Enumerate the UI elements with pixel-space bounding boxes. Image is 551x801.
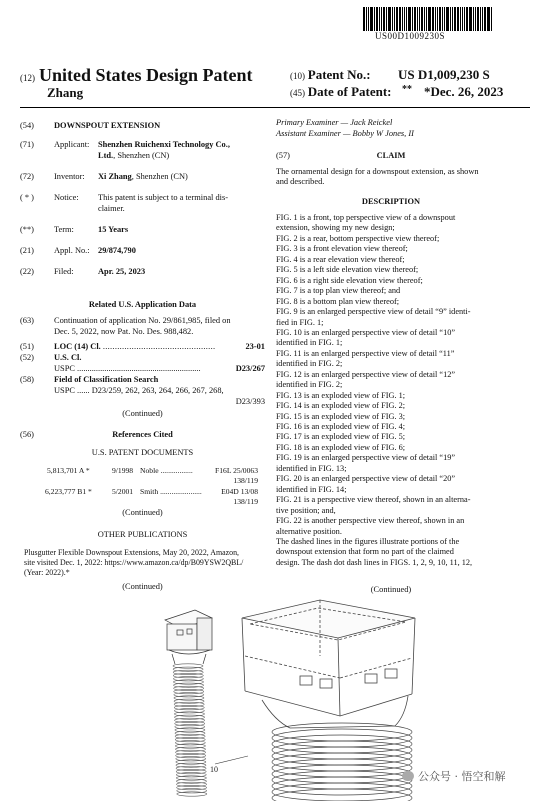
description-line: extension, showing my new design; <box>276 223 395 233</box>
barcode-bar <box>396 7 398 31</box>
field-71-line2: Ltd., Shenzhen (CN) <box>98 151 170 160</box>
barcode-bar <box>437 7 438 31</box>
description-line: FIG. 18 is an exploded view of FIG. 6; <box>276 442 406 452</box>
barcode-bar <box>368 7 369 31</box>
description-line: FIG. 1 is a front, top perspective view of a downspout <box>276 213 456 222</box>
description-line: alternative position. <box>276 526 342 536</box>
description-line: FIG. 13 is an exploded view of FIG. 1; <box>276 390 406 400</box>
other-pub-line2: site visited Dec. 1, 2022: https://www.amazon.ca/dp/B09YSW2QBL/ <box>24 558 244 567</box>
barcode-bar <box>473 7 474 31</box>
bellows-left <box>173 664 207 796</box>
description-line: FIG. 14 is an exploded view of FIG. 2; <box>276 401 406 411</box>
barcode-bar <box>402 7 403 31</box>
field-72: (72) Inventor: Xi Zhang, Shenzhen (CN) <box>20 172 188 181</box>
barcode <box>363 7 503 31</box>
field-71: (71) Applicant: Shenzhen Ruichenxi Technology Co., <box>20 140 230 149</box>
ref-2-name: Smith ...................... <box>140 487 202 496</box>
barcode-number: US00D1009230S <box>375 31 446 41</box>
date-marker: ** <box>402 84 412 95</box>
wechat-icon <box>402 771 414 781</box>
barcode-bar <box>480 7 481 31</box>
barcode-bar <box>446 7 449 31</box>
barcode-bar <box>421 7 423 31</box>
field-notice: ( * ) Notice: This patent is subject to a terminal dis- <box>20 193 229 202</box>
description-line: FIG. 21 is a perspective view thereof, shown in an alterna- <box>276 495 471 505</box>
barcode-bar <box>452 7 453 31</box>
claim-text-2: and described. <box>276 177 325 186</box>
field-notice-line2: claimer. <box>98 204 125 213</box>
field-58-line1: USPC ...... D23/259, 262, 263, 264, 266, 267, 268, <box>54 386 224 395</box>
field-22: (22) Filed: Apr. 25, 2023 <box>20 267 146 276</box>
barcode-bar <box>363 7 365 31</box>
description-line: fied in FIG. 1; <box>276 317 324 327</box>
barcode-bar <box>435 7 436 31</box>
ref-1-num: 5,813,701 A * <box>47 466 90 475</box>
patent-number-line: (10) Patent No.: US D1,009,230 S <box>290 67 490 82</box>
barcode-bar <box>424 7 425 31</box>
description-line: design. The dash dot dash lines in FIGS. 1, 2, 9, 10, 11, 12, <box>276 557 473 567</box>
bellows-ring <box>272 741 412 759</box>
description-line: FIG. 10 is an enlarged perspective view of detail “10” <box>276 327 456 337</box>
field-term: (**) Term: 15 Years <box>20 225 129 234</box>
ref-label-10: 10 <box>210 765 218 774</box>
description-line: FIG. 11 is an enlarged perspective view of detail “11” <box>276 348 455 358</box>
barcode-bar <box>450 7 451 31</box>
barcode-bar <box>374 7 375 31</box>
bellows-ring <box>272 753 412 771</box>
header-divider <box>20 107 530 108</box>
ref-1-name: Noble ................. <box>140 466 193 475</box>
barcode-bar <box>460 7 461 31</box>
description-line: tive position; and, <box>276 505 336 515</box>
date-label: Date of Patent: <box>307 84 392 99</box>
field-54: (54) DOWNSPOUT EXTENSION <box>20 121 161 130</box>
barcode-bar <box>414 7 416 31</box>
description-line: FIG. 2 is a rear, bottom perspective view thereof; <box>276 233 440 243</box>
other-publications-title: OTHER PUBLICATIONS <box>97 530 188 539</box>
ref-1-class2: 138/119 <box>233 476 258 485</box>
description-line: FIG. 8 is a bottom plan view thereof; <box>276 296 400 306</box>
bellows-ring <box>272 759 412 777</box>
barcode-bar <box>464 7 465 31</box>
bellows-ring <box>272 777 412 795</box>
field-21: (21) Appl. No.: 29/874,790 <box>20 246 136 255</box>
barcode-bar <box>466 7 468 31</box>
description-line: FIG. 5 is a left side elevation view thereof; <box>276 265 419 275</box>
bellows-ring <box>272 747 412 765</box>
patent-number: US D1,009,230 S <box>398 67 490 82</box>
barcode-bar <box>444 7 445 31</box>
barcode-bar <box>419 7 420 31</box>
watermark: 公众号 · 悟空和解 <box>402 768 506 784</box>
patent-title: (12) United States Design Patent <box>20 65 253 85</box>
barcode-bar <box>379 7 380 31</box>
claim-text-1: The ornamental design for a downspout extension, as shown <box>276 167 479 176</box>
description-line: FIG. 4 is a rear elevation view thereof; <box>276 254 405 264</box>
barcode-bar <box>482 7 483 31</box>
barcode-bar <box>386 7 387 31</box>
barcode-bar <box>475 7 476 31</box>
field-58: (58) Field of Classification Search <box>20 375 159 384</box>
barcode-bar <box>487 7 490 31</box>
barcode-bar <box>388 7 391 31</box>
barcode-bar <box>381 7 382 31</box>
ref-leader-line <box>215 756 248 764</box>
barcode-bar <box>462 7 463 31</box>
barcode-bar <box>399 7 401 31</box>
barcode-bar <box>469 7 472 31</box>
downspout-left-figure <box>165 610 212 664</box>
bellows-ring <box>272 765 412 783</box>
barcode-bar <box>394 7 395 31</box>
barcode-bar <box>428 7 431 31</box>
ref-2-date: 5/2001 <box>112 487 134 496</box>
assistant-examiner: Assistant Examiner — Bobby W Jones, II <box>276 129 414 138</box>
barcode-bar <box>426 7 427 31</box>
barcode-bar <box>408 7 411 31</box>
us-patent-docs-title: U.S. PATENT DOCUMENTS <box>91 448 194 457</box>
description-line: FIG. 22 is another perspective view thereof, shown in an <box>276 516 465 526</box>
barcode-bar <box>457 7 459 31</box>
related-app-title: Related U.S. Application Data <box>88 300 197 309</box>
description-title: DESCRIPTION <box>361 197 421 206</box>
barcode-bar <box>404 7 405 31</box>
description-line: FIG. 3 is a front elevation view thereof; <box>276 244 408 254</box>
description-line: FIG. 9 is an enlarged perspective view of detail “9” identi- <box>276 307 471 317</box>
field-52: (52) U.S. Cl. <box>20 353 82 362</box>
ref-2-class2: 138/119 <box>233 497 258 506</box>
bellows-ring <box>177 792 207 796</box>
bellows-ring <box>272 729 412 747</box>
field-51: (51) LOC (14) Cl. ............................................... 23-01 <box>20 342 265 351</box>
barcode-bar <box>442 7 443 31</box>
date-line: (45) Date of Patent: ** *Dec. 26, 2023 <box>290 84 504 99</box>
field-63-line2: Dec. 5, 2022, now Pat. No. Des. 988,482. <box>54 327 194 336</box>
barcode-bar <box>406 7 407 31</box>
primary-examiner: Primary Examiner — Jack Reickel <box>276 118 393 127</box>
ref-2-class: E04D 13/08 <box>221 487 258 496</box>
description-line: identified in FIG. 1; <box>276 338 343 348</box>
continued-right: (Continued) <box>370 585 412 594</box>
description-line: identified in FIG. 13; <box>276 463 347 473</box>
barcode-bar <box>383 7 385 31</box>
field-58-line2: D23/393 <box>235 397 265 406</box>
barcode-bar <box>484 7 486 31</box>
description-line: identified in FIG. 2; <box>276 359 343 369</box>
ref-2-num: 6,223,777 B1 * <box>45 487 92 496</box>
description-line: FIG. 17 is an exploded view of FIG. 5; <box>276 432 406 442</box>
description-line: FIG. 15 is an exploded view of FIG. 3; <box>276 411 406 421</box>
patent-no-label: Patent No.: <box>307 67 371 82</box>
barcode-bar <box>376 7 378 31</box>
bellows-ring <box>272 783 412 801</box>
ref-1-date: 9/1998 <box>112 466 134 475</box>
field-52-uspc: USPC ........................................................... D23/267 <box>54 364 265 373</box>
description-line: FIG. 20 is an enlarged perspective view of detail “20” <box>276 474 456 484</box>
bellows-ring <box>272 735 412 753</box>
barcode-bar <box>392 7 393 31</box>
description-line: identified in FIG. 2; <box>276 380 343 390</box>
ref-1-class: F16L 25/0063 <box>215 466 258 475</box>
continued-1: (Continued) <box>122 409 163 418</box>
bellows-ring <box>272 723 412 741</box>
barcode-bar <box>370 7 373 31</box>
barcode-bar <box>439 7 441 31</box>
field-63: (63) Continuation of application No. 29/861,985, filed on <box>20 316 231 325</box>
barcode-bar <box>454 7 456 31</box>
barcode-bar <box>366 7 367 31</box>
description-line: FIG. 12 is an enlarged perspective view of detail “12” <box>276 369 456 379</box>
description-line: FIG. 16 is an exploded view of FIG. 4; <box>276 422 406 431</box>
field-56: (56) References Cited <box>20 430 173 439</box>
patent-date: *Dec. 26, 2023 <box>424 84 504 99</box>
continued-3: (Continued) <box>122 582 163 591</box>
inventor-surname: Zhang <box>47 85 84 100</box>
description-line: downspout extension that form no part of the claimed <box>276 547 454 557</box>
description-line: FIG. 19 is an enlarged perspective view of detail “19” <box>276 453 456 463</box>
downspout-right-figure <box>242 600 415 728</box>
description-line: FIG. 7 is a top plan view thereof; and <box>276 286 401 296</box>
description-line: FIG. 6 is a right side elevation view thereof; <box>276 275 423 285</box>
barcode-bar <box>412 7 413 31</box>
other-pub-line1: Plusgutter Flexible Downspout Extensions, May 20, 2022, Amazon, <box>24 548 240 557</box>
bellows-ring <box>272 771 412 789</box>
description-line: The dashed lines in the figures illustrate portions of the <box>276 536 460 546</box>
code-12: (12) <box>20 73 35 83</box>
barcode-bar <box>477 7 479 31</box>
other-pub-line3: (Year: 2022).* <box>24 568 70 577</box>
barcode-bar <box>432 7 434 31</box>
claim-heading: (57) CLAIM <box>276 151 406 160</box>
description-line: identified in FIG. 14; <box>276 484 347 494</box>
bellows-right <box>272 723 412 801</box>
continued-2: (Continued) <box>122 508 163 517</box>
barcode-bar <box>491 7 492 31</box>
barcode-bar <box>417 7 418 31</box>
